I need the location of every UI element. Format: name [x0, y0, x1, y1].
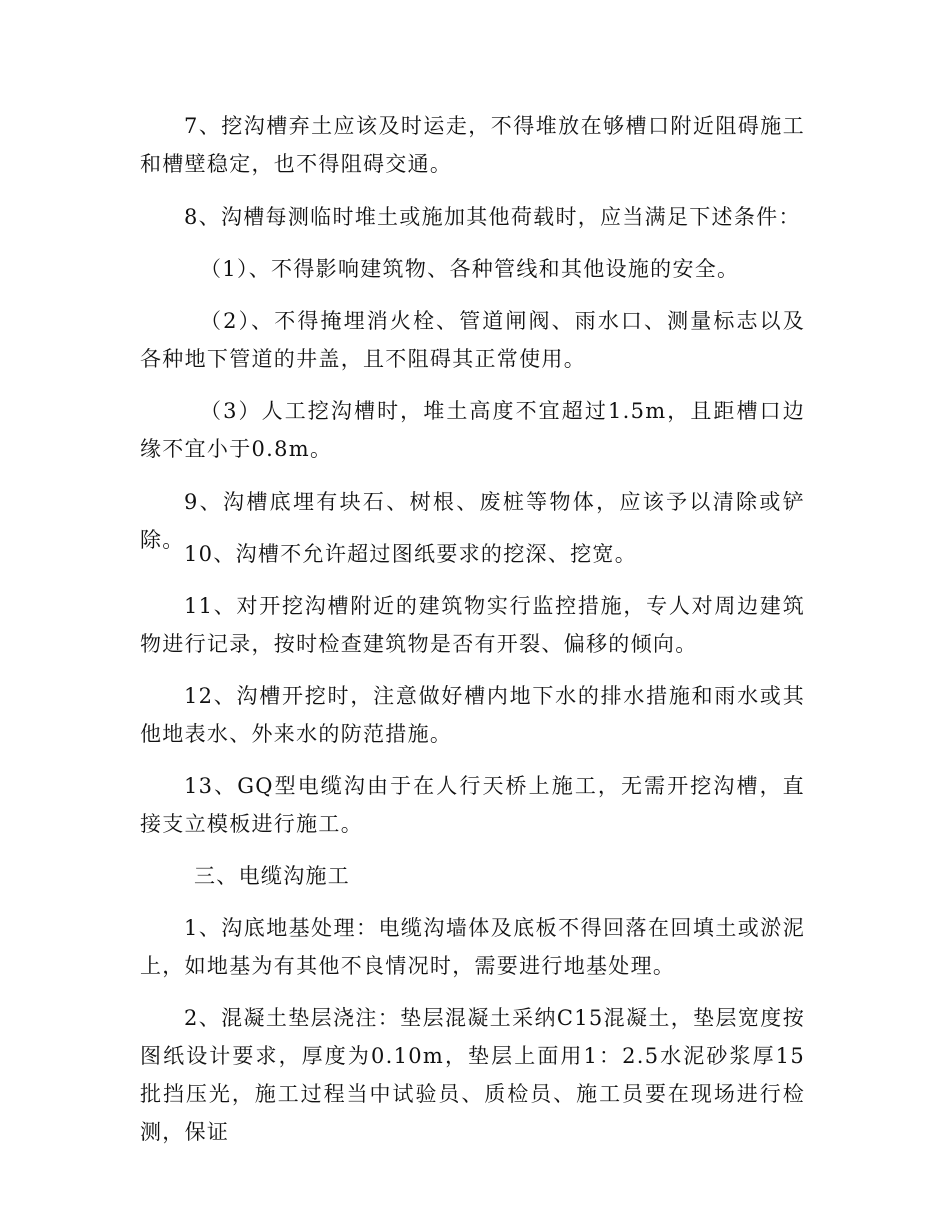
paragraph-step-2: 2、混凝土垫层浇注：垫层混凝土采纳C15混凝土，垫层宽度按图纸设计要求，厚度为0.10m，垫层上面用1：2.5水泥砂浆厚15批挡压光，施工过程当中试验员、质检员、施工员要在现场进行检测，保证	[140, 1006, 805, 1144]
paragraph-item-13: 13、GQ型电缆沟由于在人行天桥上施工，无需开挖沟槽，直接支立模板进行施工。	[140, 774, 805, 836]
paragraph-item-7: 7、挖沟槽弃土应该及时运走，不得堆放在够槽口附近阻碍施工和槽壁稳定，也不得阻碍交通。	[140, 114, 805, 176]
paragraph-step-1: 1、沟底地基处理：电缆沟墙体及底板不得回落在回填土或淤泥上，如地基为有其他不良情况时，需要进行地基处理。	[140, 916, 805, 978]
section-heading-cable-trench: 三、电缆沟施工	[194, 864, 351, 888]
paragraph-condition-3: （3）人工挖沟槽时，堆土高度不宜超过1.5m，且距槽口边缘不宜小于0.8m。	[140, 399, 805, 461]
paragraph-item-9: 9、沟槽底埋有块石、树根、废桩等物体，应该予以清除或铲除。	[140, 490, 805, 552]
paragraph-item-10: 10、沟槽不允许超过图纸要求的挖深、挖宽。	[184, 542, 638, 566]
paragraph-item-12: 12、沟槽开挖时，注意做好槽内地下水的排水措施和雨水或其他地表水、外来水的防范措施。	[140, 684, 805, 746]
paragraph-item-11: 11、对开挖沟槽附近的建筑物实行监控措施，专人对周边建筑物进行记录，按时检查建筑物是否有开裂、偏移的倾向。	[140, 594, 805, 656]
paragraph-item-8: 8、沟槽每测临时堆土或施加其他荷载时，应当满足下述条件：	[184, 205, 801, 229]
paragraph-condition-2: （2）、不得掩埋消火栓、管道闸阀、雨水口、测量标志以及各种地下管道的井盖，且不阻碍其正常使用。	[140, 309, 805, 371]
paragraph-condition-1: （1）、不得影响建筑物、各种管线和其他设施的安全。	[200, 257, 740, 281]
